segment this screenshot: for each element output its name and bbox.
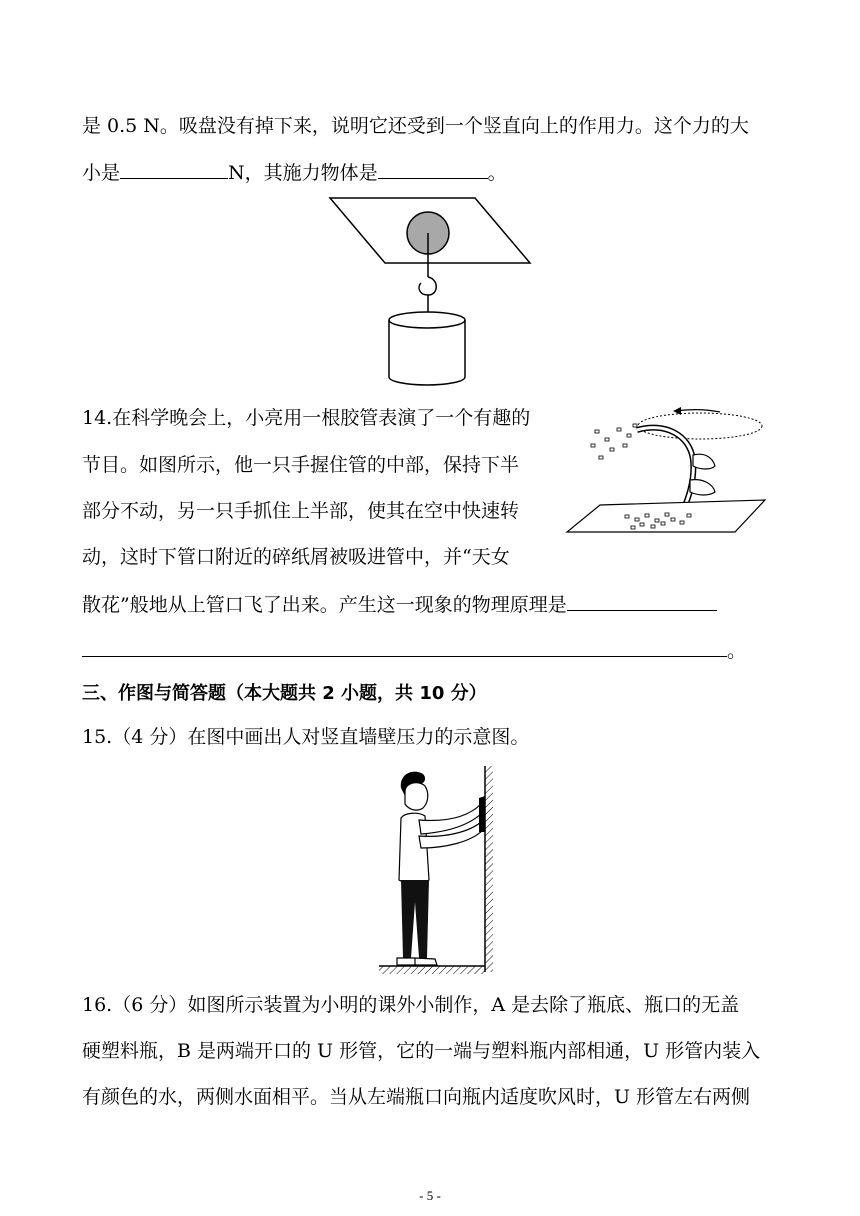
q16-line2: 硬塑料瓶，B 是两端开口的 U 形管，它的一端与塑料瓶内部相通，U 形管内装入 xyxy=(82,1040,761,1062)
q13-line2-c: 。 xyxy=(487,162,507,184)
q13-line2-b: N，其施力物体是 xyxy=(228,162,378,184)
lower-hand xyxy=(690,480,715,495)
q14-line6-end: 。 xyxy=(727,640,747,662)
rotation-arrow xyxy=(675,410,720,412)
hands xyxy=(479,796,485,832)
weight-top xyxy=(389,312,465,328)
spinning-tube-figure xyxy=(565,400,770,540)
q14-line1: 14.在科学晚会上，小亮用一根胶管表演了一个有趣的 xyxy=(82,407,531,429)
q13-line2 xyxy=(82,158,507,186)
q14-blank-principle-2[interactable] xyxy=(82,636,727,657)
shoes xyxy=(397,958,437,965)
q14-line5 xyxy=(82,590,717,618)
q13-line2-a: 小是 xyxy=(82,162,121,184)
legs xyxy=(401,880,429,958)
head xyxy=(405,783,428,810)
upper-hand xyxy=(693,454,715,469)
q14-line2: 节目。如图所示，他一只手握住管的中部，保持下半 xyxy=(82,454,520,476)
q16-line1: 16.（6 分）如图所示装置为小明的课外小制作，A 是去除了瓶底、瓶口的无盖 xyxy=(82,994,740,1016)
q14-blank-principle-1[interactable] xyxy=(567,590,717,611)
ground-hatching xyxy=(379,966,485,974)
q14-line3: 部分不动，另一只手抓住上半部，使其在空中快速转 xyxy=(82,500,520,522)
section3-heading: 三、作图与简答题（本大题共 2 小题，共 10 分） xyxy=(82,683,487,704)
weight-bottom xyxy=(389,377,465,385)
q13-blank-force[interactable] xyxy=(120,158,228,179)
q14-line4: 动，这时下管口附近的碎纸屑被吸进管中，并“天女 xyxy=(82,546,510,568)
suction-cup-figure xyxy=(325,195,535,390)
q13-blank-source[interactable] xyxy=(378,158,488,179)
q14-line6 xyxy=(82,636,746,664)
q15-text: 15.（4 分）在图中画出人对竖直墙壁压力的示意图。 xyxy=(82,726,530,748)
person-wall-figure xyxy=(375,762,505,980)
q16-line3: 有颜色的水，两侧水面相平。当从左端瓶口向瓶内适度吹风时，U 形管左右两侧 xyxy=(82,1086,751,1108)
q14-line5-text: 散花”般地从上管口飞了出来。产生这一现象的物理原理是 xyxy=(82,594,567,616)
q13-line1: 是 0.5 N。吸盘没有掉下来，说明它还受到一个竖直向上的作用力。这个力的大 xyxy=(82,115,749,137)
hook xyxy=(419,277,436,295)
wall-hatching xyxy=(485,766,493,972)
page-number: - 5 - xyxy=(419,1188,441,1203)
